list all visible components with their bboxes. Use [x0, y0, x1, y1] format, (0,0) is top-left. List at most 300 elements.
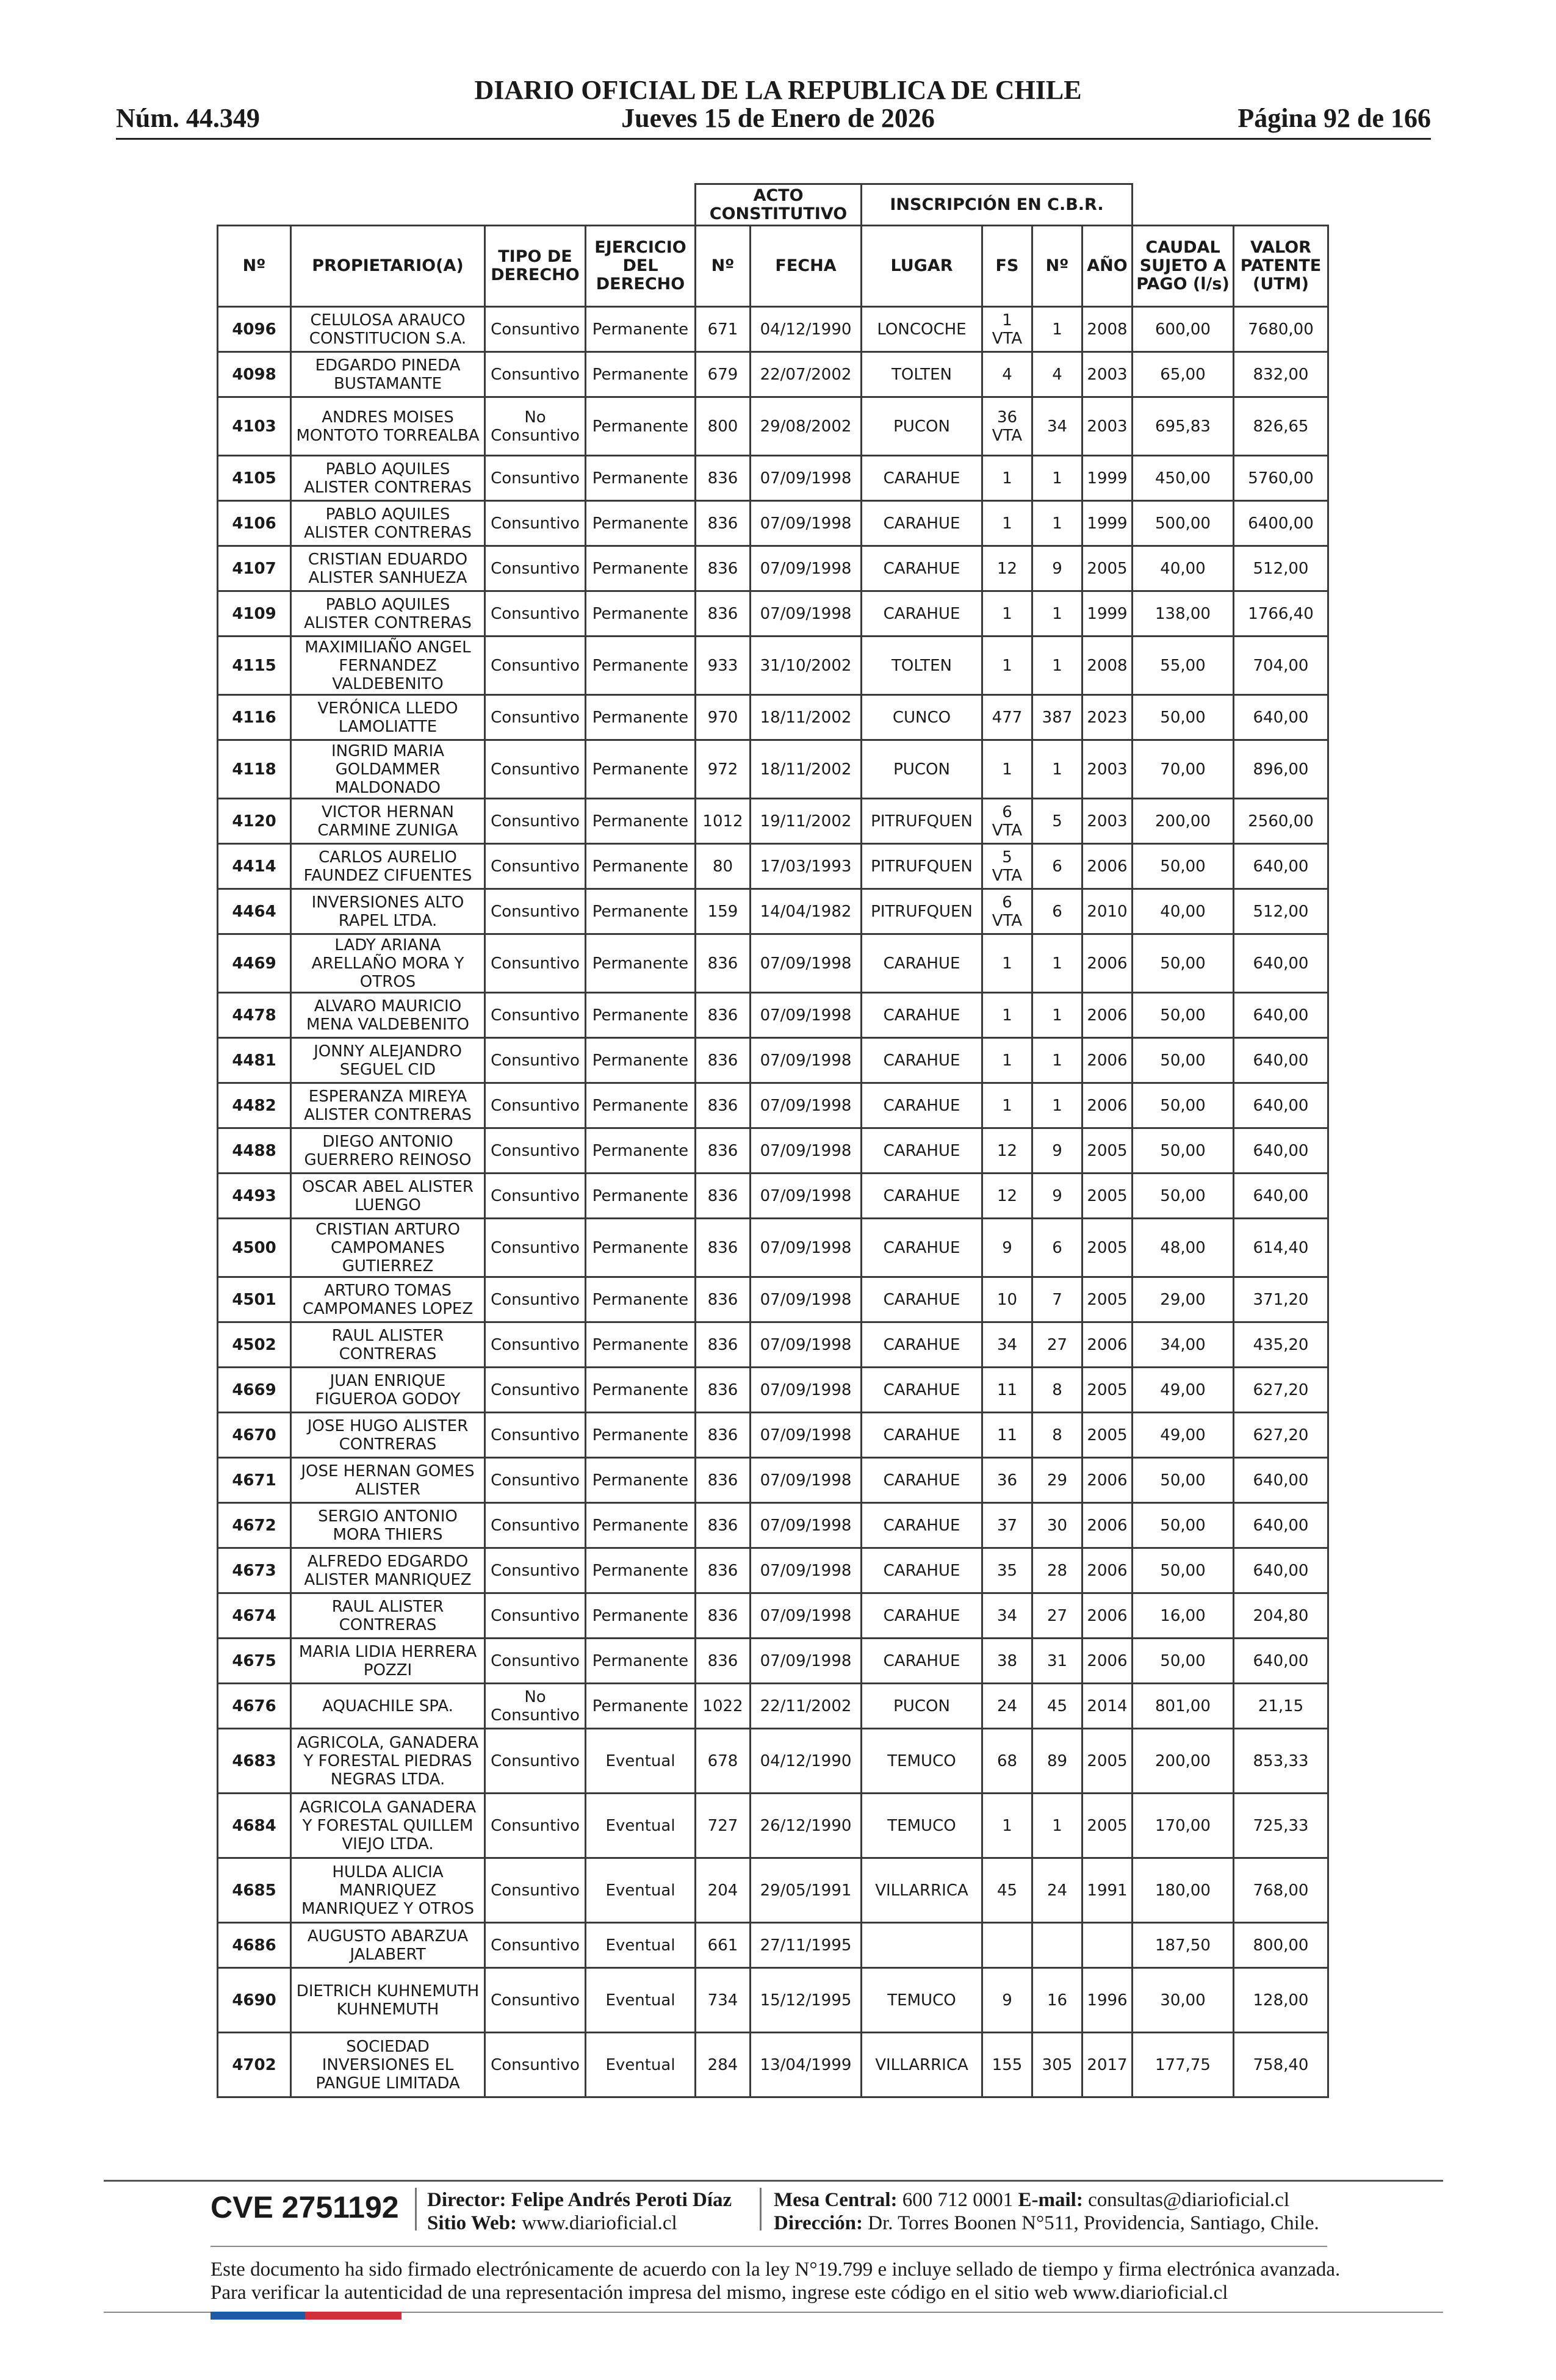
table-row: [218, 1368, 1328, 1413]
table-row: [218, 1639, 1328, 1684]
director-line: [427, 2188, 732, 2212]
table-row: [218, 1503, 1328, 1548]
cell-acto-n: 734: [696, 1968, 751, 2033]
cell-ejercicio: Permanente: [586, 1277, 696, 1322]
cell-n: 4478: [218, 993, 291, 1038]
cell-tipo: Consuntivo: [485, 1858, 586, 1923]
cell-lugar: TEMUCO: [862, 1794, 982, 1858]
cell-acto-n: 836: [696, 934, 751, 993]
cell-propietario: AGRICOLA GANADERA Y FORESTAL QUILLEM VIEJO LTDA.: [291, 1794, 485, 1858]
cell-cbr-n: 27: [1032, 1322, 1082, 1368]
cell-valor: 128,00: [1234, 1968, 1328, 2033]
mesa-phone: 600 712 0001: [902, 2189, 1014, 2211]
cell-tipo: Consuntivo: [485, 1038, 586, 1083]
cell-cbr-n: 1: [1032, 307, 1082, 352]
cell-valor: 614,40: [1234, 1219, 1328, 1277]
footer-top-rule: [104, 2180, 1443, 2182]
cell-lugar: TEMUCO: [862, 1729, 982, 1794]
cell-propietario: OSCAR ABEL ALISTER LUENGO: [291, 1174, 485, 1219]
cell-n: 4106: [218, 501, 291, 546]
cell-fecha: 07/09/1998: [751, 456, 862, 501]
cell-valor: 627,20: [1234, 1368, 1328, 1413]
cell-valor: 435,20: [1234, 1322, 1328, 1368]
cell-lugar: CARAHUE: [862, 1548, 982, 1593]
cell-lugar: CARAHUE: [862, 1413, 982, 1458]
cell-valor: 896,00: [1234, 740, 1328, 799]
table-row: [218, 695, 1328, 740]
cell-cbr-n: 28: [1032, 1548, 1082, 1593]
col-header-ejercicio: EJERCICIO DEL DERECHO: [586, 226, 696, 307]
cell-valor: 800,00: [1234, 1923, 1328, 1968]
cell-fs: 11: [982, 1413, 1032, 1458]
cell-n: 4671: [218, 1458, 291, 1503]
cell-anio: 2005: [1082, 1368, 1133, 1413]
cell-fecha: 07/09/1998: [751, 1083, 862, 1128]
cell-n: 4675: [218, 1639, 291, 1684]
cell-tipo: Consuntivo: [485, 1968, 586, 2033]
cell-ejercicio: Permanente: [586, 1083, 696, 1128]
cell-n: 4684: [218, 1794, 291, 1858]
address-line: [774, 2212, 1319, 2235]
cell-lugar: [862, 1923, 982, 1968]
cell-cbr-n: 9: [1032, 1174, 1082, 1219]
cell-cbr-n: 1: [1032, 501, 1082, 546]
cell-anio: 2006: [1082, 1322, 1133, 1368]
cell-fecha: 18/11/2002: [751, 740, 862, 799]
cell-propietario: SERGIO ANTONIO MORA THIERS: [291, 1503, 485, 1548]
cell-fecha: 17/03/1993: [751, 844, 862, 889]
cell-tipo: Consuntivo: [485, 1413, 586, 1458]
page-number: Página 92 de 166: [1237, 103, 1431, 133]
cell-ejercicio: Permanente: [586, 889, 696, 934]
cell-caudal: 801,00: [1133, 1684, 1234, 1729]
col-header-fecha: FECHA: [751, 226, 862, 307]
cell-fs: 4: [982, 352, 1032, 397]
cell-fecha: 07/09/1998: [751, 1219, 862, 1277]
cell-lugar: CARAHUE: [862, 1322, 982, 1368]
cell-anio: 2005: [1082, 1128, 1133, 1174]
cell-propietario: CARLOS AURELIO FAUNDEZ CIFUENTES: [291, 844, 485, 889]
cell-valor: 640,00: [1234, 1548, 1328, 1593]
cell-ejercicio: Eventual: [586, 2033, 696, 2097]
cell-lugar: CARAHUE: [862, 1503, 982, 1548]
cell-n: 4115: [218, 636, 291, 695]
col-header-n: Nº: [218, 226, 291, 307]
cell-lugar: CARAHUE: [862, 1639, 982, 1684]
cell-propietario: AGRICOLA, GANADERA Y FORESTAL PIEDRAS NEGRAS LTDA.: [291, 1729, 485, 1794]
cell-cbr-n: 34: [1032, 397, 1082, 456]
cell-fecha: 26/12/1990: [751, 1794, 862, 1858]
cell-caudal: 50,00: [1133, 993, 1234, 1038]
cell-valor: 640,00: [1234, 1639, 1328, 1684]
cell-valor: 704,00: [1234, 636, 1328, 695]
table-row: [218, 1923, 1328, 1968]
website-line: [427, 2212, 677, 2235]
table-row: [218, 397, 1328, 456]
cell-ejercicio: Permanente: [586, 1368, 696, 1413]
cell-lugar: CARAHUE: [862, 546, 982, 591]
cell-fs: 38: [982, 1639, 1032, 1684]
cell-caudal: 40,00: [1133, 546, 1234, 591]
table-head: [218, 184, 1328, 307]
cell-fecha: 04/12/1990: [751, 307, 862, 352]
footer-mid-rule: [211, 2246, 1327, 2247]
cell-valor: 640,00: [1234, 1083, 1328, 1128]
cell-acto-n: 836: [696, 456, 751, 501]
cell-anio: 1999: [1082, 591, 1133, 636]
cell-fecha: 07/09/1998: [751, 591, 862, 636]
cell-anio: 1999: [1082, 456, 1133, 501]
cell-fs: 6 VTA: [982, 799, 1032, 844]
cell-caudal: 30,00: [1133, 1968, 1234, 2033]
cell-n: 4481: [218, 1038, 291, 1083]
cell-caudal: 50,00: [1133, 1038, 1234, 1083]
cell-propietario: EDGARDO PINEDA BUSTAMANTE: [291, 352, 485, 397]
cell-fs: 9: [982, 1219, 1032, 1277]
contact-line: [774, 2188, 1289, 2212]
cell-ejercicio: Permanente: [586, 1503, 696, 1548]
cell-propietario: RAUL ALISTER CONTRERAS: [291, 1593, 485, 1639]
cell-caudal: 170,00: [1133, 1794, 1234, 1858]
cell-fs: 1: [982, 1083, 1032, 1128]
cell-tipo: Consuntivo: [485, 1277, 586, 1322]
cell-tipo: Consuntivo: [485, 1593, 586, 1639]
cell-caudal: 70,00: [1133, 740, 1234, 799]
cell-lugar: CARAHUE: [862, 591, 982, 636]
director-label: Director:: [427, 2189, 506, 2211]
cell-cbr-n: 8: [1032, 1413, 1082, 1458]
cell-propietario: ALVARO MAURICIO MENA VALDEBENITO: [291, 993, 485, 1038]
cell-propietario: HULDA ALICIA MANRIQUEZ MANRIQUEZ Y OTROS: [291, 1858, 485, 1923]
cell-anio: 2003: [1082, 799, 1133, 844]
cell-n: 4702: [218, 2033, 291, 2097]
cell-cbr-n: 1: [1032, 456, 1082, 501]
cell-tipo: Consuntivo: [485, 1923, 586, 1968]
cell-fecha: 07/09/1998: [751, 501, 862, 546]
cell-valor: 758,40: [1234, 2033, 1328, 2097]
cell-fecha: 04/12/1990: [751, 1729, 862, 1794]
cell-acto-n: 836: [696, 1639, 751, 1684]
cell-anio: 2006: [1082, 844, 1133, 889]
cell-n: 4098: [218, 352, 291, 397]
cell-ejercicio: Permanente: [586, 1684, 696, 1729]
cell-valor: 2560,00: [1234, 799, 1328, 844]
table-row: [218, 799, 1328, 844]
col-header-propietario: PROPIETARIO(A): [291, 226, 485, 307]
cell-valor: 6400,00: [1234, 501, 1328, 546]
table-row: [218, 1038, 1328, 1083]
table-row: [218, 546, 1328, 591]
cell-caudal: 695,83: [1133, 397, 1234, 456]
cell-n: 4096: [218, 307, 291, 352]
cell-propietario: PABLO AQUILES ALISTER CONTRERAS: [291, 501, 485, 546]
cell-valor: 7680,00: [1234, 307, 1328, 352]
cell-cbr-n: 1: [1032, 1794, 1082, 1858]
col-header-tipo: TIPO DE DERECHO: [485, 226, 586, 307]
cell-cbr-n: 8: [1032, 1368, 1082, 1413]
cell-caudal: 40,00: [1133, 889, 1234, 934]
email-label: E-mail:: [1018, 2189, 1083, 2211]
cell-propietario: JUAN ENRIQUE FIGUEROA GODOY: [291, 1368, 485, 1413]
cell-propietario: ANDRES MOISES MONTOTO TORREALBA: [291, 397, 485, 456]
cell-lugar: CARAHUE: [862, 1174, 982, 1219]
cell-caudal: 200,00: [1133, 1729, 1234, 1794]
cell-tipo: Consuntivo: [485, 501, 586, 546]
group-header-inscripcion: INSCRIPCIÓN EN C.B.R.: [862, 184, 1133, 226]
cell-valor: 1766,40: [1234, 591, 1328, 636]
cell-lugar: PUCON: [862, 1684, 982, 1729]
cell-anio: 2008: [1082, 307, 1133, 352]
cell-anio: 2008: [1082, 636, 1133, 695]
cell-fs: 10: [982, 1277, 1032, 1322]
table-row: [218, 1083, 1328, 1128]
cell-caudal: 200,00: [1133, 799, 1234, 844]
cell-ejercicio: Permanente: [586, 307, 696, 352]
cell-acto-n: 836: [696, 501, 751, 546]
cell-caudal: 65,00: [1133, 352, 1234, 397]
cell-valor: 853,33: [1234, 1729, 1328, 1794]
table-row: [218, 1219, 1328, 1277]
table-row: [218, 1128, 1328, 1174]
cell-fecha: 07/09/1998: [751, 1548, 862, 1593]
cell-anio: 2006: [1082, 934, 1133, 993]
cell-caudal: 50,00: [1133, 1083, 1234, 1128]
cell-caudal: 450,00: [1133, 456, 1234, 501]
cell-fs: 36 VTA: [982, 397, 1032, 456]
cell-fecha: 07/09/1998: [751, 993, 862, 1038]
cell-propietario: LADY ARIANA ARELLAÑO MORA Y OTROS: [291, 934, 485, 993]
cell-caudal: 50,00: [1133, 1174, 1234, 1219]
cell-ejercicio: Permanente: [586, 1458, 696, 1503]
cell-anio: 2006: [1082, 1639, 1133, 1684]
cell-fecha: 13/04/1999: [751, 2033, 862, 2097]
cell-ejercicio: Permanente: [586, 1413, 696, 1458]
cell-caudal: 180,00: [1133, 1858, 1234, 1923]
cell-anio: 2006: [1082, 1458, 1133, 1503]
cell-acto-n: 836: [696, 1593, 751, 1639]
table-row: [218, 1593, 1328, 1639]
cell-tipo: Consuntivo: [485, 1368, 586, 1413]
cell-n: 4116: [218, 695, 291, 740]
cell-ejercicio: Permanente: [586, 1174, 696, 1219]
cell-ejercicio: Permanente: [586, 1219, 696, 1277]
cell-caudal: 50,00: [1133, 1548, 1234, 1593]
cell-fs: 36: [982, 1458, 1032, 1503]
cell-caudal: 50,00: [1133, 1639, 1234, 1684]
table-row: [218, 352, 1328, 397]
website-label: Sitio Web:: [427, 2212, 517, 2234]
cell-anio: 2005: [1082, 1729, 1133, 1794]
cell-propietario: DIEGO ANTONIO GUERRERO REINOSO: [291, 1128, 485, 1174]
cell-fs: 45: [982, 1858, 1032, 1923]
cell-valor: 640,00: [1234, 934, 1328, 993]
cell-lugar: PITRUFQUEN: [862, 889, 982, 934]
cell-valor: 640,00: [1234, 1458, 1328, 1503]
cell-n: 4469: [218, 934, 291, 993]
cell-valor: 371,20: [1234, 1277, 1328, 1322]
table-row: [218, 1858, 1328, 1923]
cell-fs: 35: [982, 1548, 1032, 1593]
cell-tipo: Consuntivo: [485, 1503, 586, 1548]
cell-fecha: 07/09/1998: [751, 1322, 862, 1368]
cell-propietario: JONNY ALEJANDRO SEGUEL CID: [291, 1038, 485, 1083]
cell-acto-n: 836: [696, 1368, 751, 1413]
cell-lugar: CARAHUE: [862, 1083, 982, 1128]
cell-cbr-n: 6: [1032, 889, 1082, 934]
cell-cbr-n: 1: [1032, 1083, 1082, 1128]
cell-fecha: 27/11/1995: [751, 1923, 862, 1968]
cell-propietario: RAUL ALISTER CONTRERAS: [291, 1322, 485, 1368]
cell-acto-n: 284: [696, 2033, 751, 2097]
cell-ejercicio: Eventual: [586, 1729, 696, 1794]
table-row: [218, 456, 1328, 501]
table-row: [218, 1277, 1328, 1322]
cell-tipo: Consuntivo: [485, 352, 586, 397]
cell-n: 4107: [218, 546, 291, 591]
table-row: [218, 740, 1328, 799]
cell-caudal: 50,00: [1133, 1128, 1234, 1174]
cell-acto-n: 836: [696, 1458, 751, 1503]
cell-fs: 155: [982, 2033, 1032, 2097]
cell-n: 4500: [218, 1219, 291, 1277]
cell-n: 4690: [218, 1968, 291, 2033]
director-name: Felipe Andrés Peroti Díaz: [511, 2189, 732, 2211]
cell-n: 4669: [218, 1368, 291, 1413]
cell-acto-n: 836: [696, 1548, 751, 1593]
cell-anio: 2005: [1082, 546, 1133, 591]
cell-lugar: CARAHUE: [862, 1593, 982, 1639]
cell-lugar: TEMUCO: [862, 1968, 982, 2033]
cell-valor: 768,00: [1234, 1858, 1328, 1923]
cell-propietario: ARTURO TOMAS CAMPOMANES LOPEZ: [291, 1277, 485, 1322]
cell-ejercicio: Permanente: [586, 456, 696, 501]
cell-propietario: ALFREDO EDGARDO ALISTER MANRIQUEZ: [291, 1548, 485, 1593]
cell-n: 4118: [218, 740, 291, 799]
cell-caudal: 49,00: [1133, 1368, 1234, 1413]
cell-fs: 34: [982, 1322, 1032, 1368]
cell-lugar: LONCOCHE: [862, 307, 982, 352]
cell-fs: 1: [982, 636, 1032, 695]
cell-cbr-n: 1: [1032, 1038, 1082, 1083]
cell-valor: 627,20: [1234, 1413, 1328, 1458]
cell-n: 4672: [218, 1503, 291, 1548]
cell-tipo: Consuntivo: [485, 934, 586, 993]
cell-caudal: 50,00: [1133, 695, 1234, 740]
col-header-valor: VALOR PATENTE (UTM): [1234, 226, 1328, 307]
cell-acto-n: 727: [696, 1794, 751, 1858]
cell-caudal: 500,00: [1133, 501, 1234, 546]
cell-n: 4103: [218, 397, 291, 456]
cell-valor: 640,00: [1234, 844, 1328, 889]
cell-fs: 1: [982, 456, 1032, 501]
cell-propietario: MARIA LIDIA HERRERA POZZI: [291, 1639, 485, 1684]
cell-n: 4685: [218, 1858, 291, 1923]
cell-anio: 2003: [1082, 352, 1133, 397]
col-header-acto-n: Nº: [696, 226, 751, 307]
table-row: [218, 1174, 1328, 1219]
cell-fecha: 31/10/2002: [751, 636, 862, 695]
cell-fs: 68: [982, 1729, 1032, 1794]
cell-anio: 2006: [1082, 1548, 1133, 1593]
cell-acto-n: 970: [696, 695, 751, 740]
cell-lugar: CARAHUE: [862, 1128, 982, 1174]
col-header-fs: FS: [982, 226, 1032, 307]
cell-lugar: CARAHUE: [862, 1038, 982, 1083]
cell-cbr-n: 27: [1032, 1593, 1082, 1639]
cell-ejercicio: Permanente: [586, 1548, 696, 1593]
cell-tipo: Consuntivo: [485, 1729, 586, 1794]
website-link[interactable]: www.diarioficial.cl: [522, 2212, 677, 2234]
cell-acto-n: 836: [696, 993, 751, 1038]
cell-anio: 2003: [1082, 740, 1133, 799]
cell-caudal: 55,00: [1133, 636, 1234, 695]
cell-valor: 640,00: [1234, 993, 1328, 1038]
cell-valor: 204,80: [1234, 1593, 1328, 1639]
cell-lugar: TOLTEN: [862, 352, 982, 397]
cell-lugar: CARAHUE: [862, 1368, 982, 1413]
issue-number: Núm. 44.349: [116, 103, 260, 133]
cell-cbr-n: 30: [1032, 1503, 1082, 1548]
cell-tipo: Consuntivo: [485, 740, 586, 799]
cell-acto-n: 836: [696, 1277, 751, 1322]
cell-acto-n: 836: [696, 591, 751, 636]
cell-valor: 640,00: [1234, 1503, 1328, 1548]
cell-caudal: 16,00: [1133, 1593, 1234, 1639]
cell-cbr-n: 29: [1032, 1458, 1082, 1503]
cell-cbr-n: 305: [1032, 2033, 1082, 2097]
cell-n: 4488: [218, 1128, 291, 1174]
cell-caudal: 50,00: [1133, 1458, 1234, 1503]
cell-ejercicio: Permanente: [586, 1128, 696, 1174]
cell-n: 4493: [218, 1174, 291, 1219]
cell-tipo: Consuntivo: [485, 546, 586, 591]
cell-tipo: Consuntivo: [485, 1174, 586, 1219]
cell-ejercicio: Eventual: [586, 1858, 696, 1923]
cell-ejercicio: Eventual: [586, 1794, 696, 1858]
cell-ejercicio: Permanente: [586, 591, 696, 636]
cell-ejercicio: Permanente: [586, 546, 696, 591]
cell-n: 4482: [218, 1083, 291, 1128]
cell-ejercicio: Permanente: [586, 993, 696, 1038]
cell-fecha: 07/09/1998: [751, 546, 862, 591]
cell-valor: 640,00: [1234, 1174, 1328, 1219]
cell-cbr-n: 45: [1032, 1684, 1082, 1729]
cell-tipo: Consuntivo: [485, 1083, 586, 1128]
cell-caudal: 50,00: [1133, 1503, 1234, 1548]
cell-lugar: CARAHUE: [862, 1219, 982, 1277]
cell-tipo: Consuntivo: [485, 307, 586, 352]
table-row: [218, 844, 1328, 889]
cell-propietario: ESPERANZA MIREYA ALISTER CONTRERAS: [291, 1083, 485, 1128]
table-body: [218, 307, 1328, 2097]
cell-n: 4676: [218, 1684, 291, 1729]
cell-cbr-n: 5: [1032, 799, 1082, 844]
cell-acto-n: 159: [696, 889, 751, 934]
cell-fs: 34: [982, 1593, 1032, 1639]
cell-anio: 2003: [1082, 397, 1133, 456]
cell-ejercicio: Permanente: [586, 740, 696, 799]
group-header-acto: ACTO CONSTITUTIVO: [696, 184, 862, 226]
table-row: [218, 934, 1328, 993]
cell-fs: 5 VTA: [982, 844, 1032, 889]
cell-anio: 1999: [1082, 501, 1133, 546]
cell-n: 4120: [218, 799, 291, 844]
cell-tipo: Consuntivo: [485, 889, 586, 934]
cell-cbr-n: 1: [1032, 740, 1082, 799]
cell-propietario: DIETRICH KUHNEMUTH KUHNEMUTH: [291, 1968, 485, 2033]
email-link[interactable]: consultas@diarioficial.cl: [1088, 2189, 1290, 2211]
cell-ejercicio: Permanente: [586, 799, 696, 844]
